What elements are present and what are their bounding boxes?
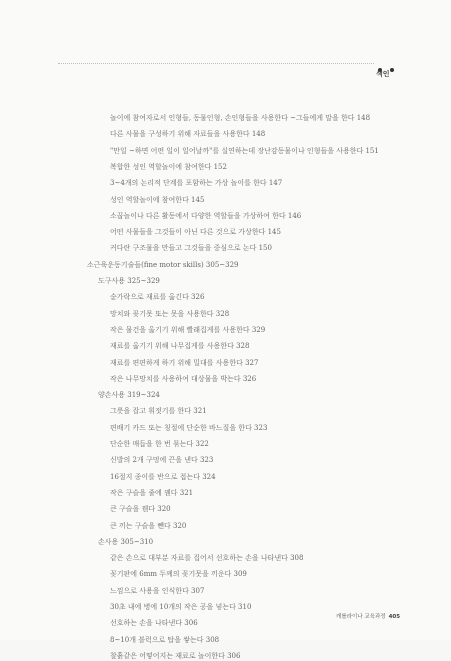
- index-entry: 다른 사물을 구성하기 위해 자료들을 사용한다 148: [110, 130, 266, 139]
- index-entry: 그릇을 잡고 휘젓기를 한다 321: [110, 407, 207, 416]
- index-entry: 숟가락으로 재료를 옮긴다 326: [110, 293, 205, 302]
- index-entry: 놀이에 참여자로서 인형들, 동물인형, 손인형들을 사용한다 ~그들에게 말을 한다 148: [110, 114, 371, 122]
- index-subheading: 손사용 305~310: [98, 537, 154, 546]
- index-entry: 느낌으로 사용을 인식한다 307: [110, 586, 205, 595]
- index-entry: 선호하는 손을 나타낸다 306: [110, 619, 198, 628]
- index-entry: 3~4개의 논리적 단계를 포함하는 가상 놀이를 한다 147: [110, 179, 283, 188]
- index-entry: 8~10개 블럭으로 탑을 쌓는다 308: [110, 635, 220, 644]
- index-entry: 어떤 사물들을 그것들이 아닌 다른 것으로 가상한다 145: [110, 228, 281, 237]
- index-entry: 망치와 꽂기못 또는 못을 사용한다 328: [110, 309, 230, 318]
- index-subheading: 양손사용 319~324: [98, 391, 160, 400]
- index-entry: 성인 역할놀이에 참여한다 145: [110, 195, 205, 204]
- index-entry: 작은 나무망치를 사용하여 대상물을 박는다 326: [110, 374, 257, 383]
- index-entry: 작은 물건을 옮기기 위해 빨래집게를 사용한다 329: [110, 325, 266, 334]
- index-entry: 꽂기판에 6mm 두께의 꽂기못을 끼운다 309: [110, 570, 247, 579]
- index-entry: 편배기 카드 또는 칭절에 단순한 바느질을 한다 323: [110, 423, 268, 432]
- footer-page-number: 405: [388, 614, 401, 620]
- index-entry: 큰 끼는 구슬을 뺀다 320: [110, 521, 187, 530]
- index-entry: 찰흙같은 어떻어지는 재료로 놀이한다 306: [110, 651, 241, 660]
- index-entry: 큰 구슬을 꿴다 320: [110, 505, 171, 514]
- index-entry: 단순한 매듭을 한 번 묶는다 322: [110, 440, 209, 448]
- index-entry: 같은 손으로 대부분 자료를 집어서 선호하는 손을 나타낸다 308: [110, 554, 304, 563]
- index-entry: 소꿉놀이나 다른 활동에서 다양한 역할들을 가상하여 한다 146: [110, 211, 302, 220]
- header-dotted-rule: [58, 63, 374, 64]
- index-entry: 작은 구슬을 줄에 꿴다 321: [110, 488, 194, 497]
- index-entry: 재료를 편편하게 하기 위해 밀대를 사용한다 327: [110, 358, 259, 367]
- page-footer: [336, 612, 400, 620]
- index-entry: 30초 내에 병에 10개의 작은 공을 넣는다 310: [110, 603, 252, 611]
- index-entry: 복합한 성인 역할놀이에 참여한다 152: [110, 162, 227, 171]
- index-entry: 커다란 구조물을 만들고 그것들을 중심으로 논다 150: [110, 244, 272, 253]
- index-heading: 소근육운동기술들(fine motor skills) 305~329: [87, 260, 239, 269]
- index-entry: 16절지 종이를 반으로 접는다 324: [110, 472, 216, 481]
- index-subheading: 도구사용 325~329: [98, 277, 160, 285]
- index-entry: 신발의 2개 구멍에 끈을 낸다 323: [110, 456, 214, 465]
- section-label: 색인: [376, 70, 390, 78]
- footer-book-title: 캐롤라이나 교육과정: [336, 614, 386, 620]
- index-entry: 재료를 옮기기 위해 나무집게를 사용한다 328: [110, 342, 250, 351]
- index-entry: "만일 ~하면 어떤 일이 일어날까"를 실연하는데 장난감동물이나 인형들을 사용한다 151: [110, 146, 379, 155]
